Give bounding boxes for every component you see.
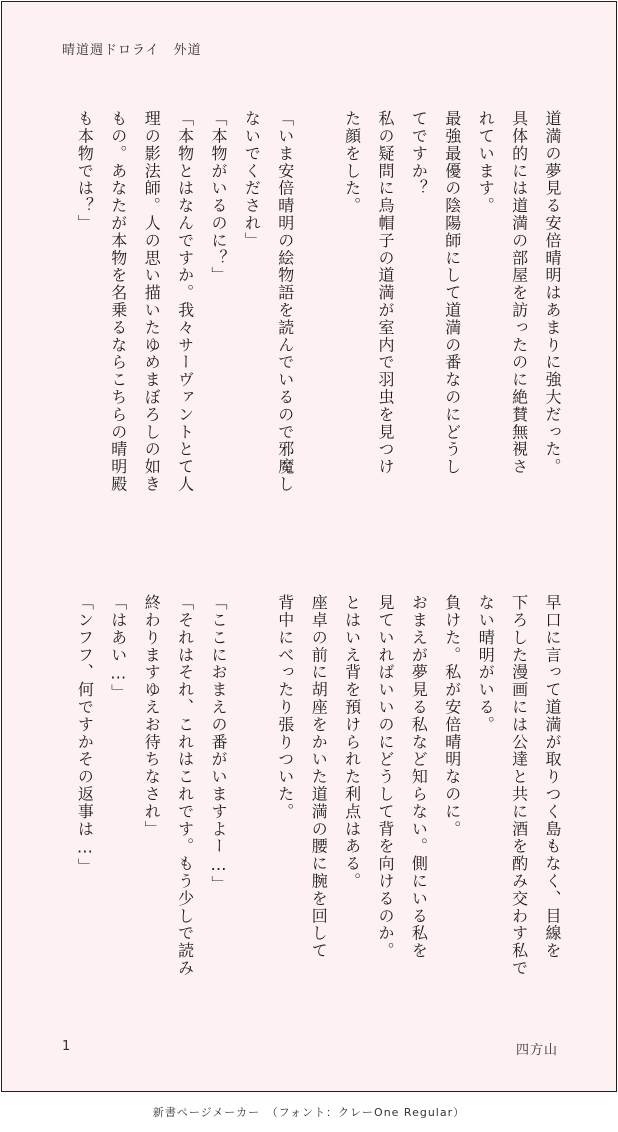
manuscript-page bbox=[1, 1, 617, 1092]
page-header: 晴道週ドロライ 外道 bbox=[62, 43, 202, 58]
text-column bbox=[239, 594, 263, 1024]
text-column: 負けた。私が安倍晴明なのに。 bbox=[442, 594, 462, 838]
text-column: 「はあい…」 bbox=[108, 594, 128, 702]
text-column: 「ンフフ、何ですかその返事は…」 bbox=[75, 594, 95, 876]
text-column: 早口に言って道満が取りつく島もなく、目線を bbox=[543, 594, 562, 960]
text-column: ないでくだされ」 bbox=[242, 110, 262, 250]
text-column: とはいえ背を預けられた利点はある。 bbox=[342, 594, 362, 890]
text-column: 座卓の前に胡座をかいた道満の腰に腕を回して bbox=[309, 594, 329, 960]
text-column: 終わりますゆえお待ちなされ」 bbox=[142, 594, 162, 838]
text-column: ない晴明がいる。 bbox=[476, 594, 496, 734]
text-column: 「それはそれ、これはこれです。もう少しで読み bbox=[175, 594, 195, 977]
text-column: もの。あなたが本物を名乗るならこちらの晴明殿 bbox=[108, 110, 128, 493]
author-name: 四方山 bbox=[515, 1043, 558, 1058]
text-column: た顔をした。 bbox=[342, 110, 362, 215]
text-column: おまえが夢見る私など知らない。側にいる私を bbox=[409, 594, 429, 960]
text-column: 理の影法師。人の思い描いたゆめまぼろしの如き bbox=[142, 110, 162, 493]
text-column: 「いま安倍晴明の絵物語を読んでいるので邪魔し bbox=[275, 110, 295, 493]
generator-footer: 新書ページメーカー （フォント：クレーOne Regular） bbox=[152, 1106, 466, 1119]
text-column bbox=[306, 110, 330, 540]
text-column: 背中にべったり張りついた。 bbox=[275, 594, 295, 821]
text-column: てですか？ bbox=[409, 110, 429, 197]
text-column: 私の疑問に烏帽子の道満が室内で羽虫を見つけ bbox=[376, 110, 395, 476]
text-column: 「本物がいるのに？」 bbox=[209, 110, 228, 284]
text-column: 具体的には道満の部屋を訪ったのに絶賛無視さ bbox=[509, 110, 529, 476]
text-column: も本物では？」 bbox=[75, 110, 95, 232]
text-column: 道満の夢見る安倍晴明はあまりに強大だった。 bbox=[543, 110, 562, 476]
page-number: 1 bbox=[62, 1039, 71, 1054]
text-column: 見ていればいいのにどうして背を向けるのか。 bbox=[376, 594, 395, 960]
text-column: れています。 bbox=[476, 110, 496, 215]
text-column: 下ろした漫画には公達と共に酒を酌み交わす私で bbox=[509, 594, 529, 977]
text-column: 最強最優の陰陽師にして道満の番なのにどうし bbox=[442, 110, 462, 476]
text-column: 「本物とはなんですか。我々サーヴァントとて人 bbox=[175, 110, 195, 493]
text-column: 「ここにおまえの番がいますよー…」 bbox=[209, 594, 228, 893]
